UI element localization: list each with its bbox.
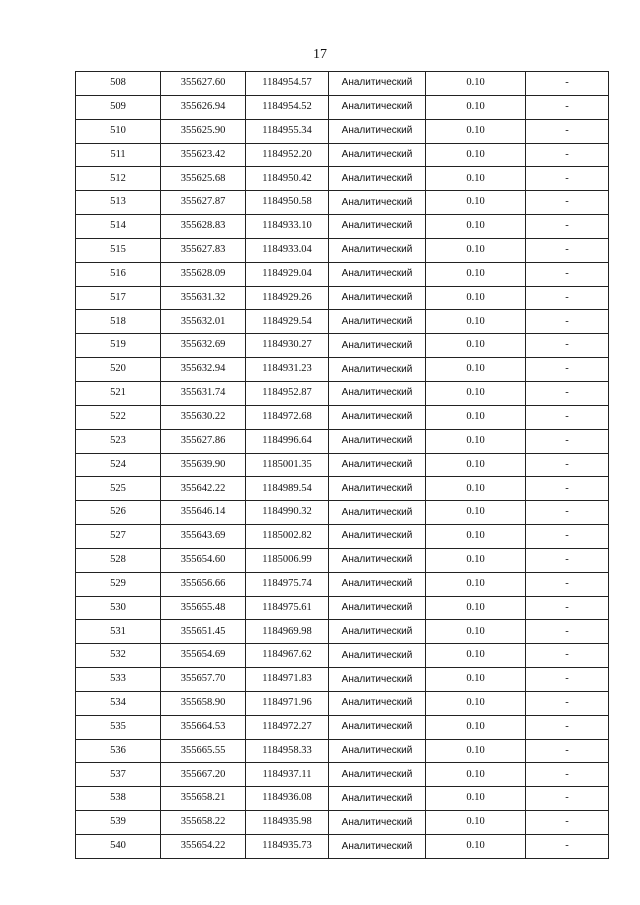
accuracy-cell: 0.10	[426, 310, 526, 334]
point-number-cell: 511	[76, 143, 161, 167]
y-coordinate-cell: 1185001.35	[246, 453, 329, 477]
method-cell: Аналитический	[329, 477, 426, 501]
x-coordinate-cell: 355665.55	[161, 739, 246, 763]
y-coordinate-cell: 1184929.26	[246, 286, 329, 310]
x-coordinate-cell: 355627.86	[161, 429, 246, 453]
x-coordinate-cell: 355623.42	[161, 143, 246, 167]
x-coordinate-cell: 355643.69	[161, 525, 246, 549]
point-number-cell: 527	[76, 525, 161, 549]
x-coordinate-cell: 355655.48	[161, 596, 246, 620]
note-cell: -	[526, 72, 609, 96]
table-row	[76, 262, 609, 286]
note-cell: -	[526, 835, 609, 859]
accuracy-cell: 0.10	[426, 620, 526, 644]
accuracy-cell: 0.10	[426, 668, 526, 692]
table-row	[76, 119, 609, 143]
note-cell: -	[526, 310, 609, 334]
table-row	[76, 691, 609, 715]
y-coordinate-cell: 1184933.04	[246, 238, 329, 262]
table-row	[76, 334, 609, 358]
table-row	[76, 572, 609, 596]
accuracy-cell: 0.10	[426, 572, 526, 596]
note-cell: -	[526, 620, 609, 644]
accuracy-cell: 0.10	[426, 95, 526, 119]
x-coordinate-cell: 355632.01	[161, 310, 246, 334]
y-coordinate-cell: 1185002.82	[246, 525, 329, 549]
x-coordinate-cell: 355627.87	[161, 191, 246, 215]
table-row	[76, 525, 609, 549]
x-coordinate-cell: 355664.53	[161, 715, 246, 739]
accuracy-cell: 0.10	[426, 525, 526, 549]
y-coordinate-cell: 1184952.87	[246, 381, 329, 405]
table-row	[76, 191, 609, 215]
point-number-cell: 531	[76, 620, 161, 644]
note-cell: -	[526, 525, 609, 549]
y-coordinate-cell: 1184950.58	[246, 191, 329, 215]
method-cell: Аналитический	[329, 95, 426, 119]
accuracy-cell: 0.10	[426, 334, 526, 358]
note-cell: -	[526, 119, 609, 143]
point-number-cell: 508	[76, 72, 161, 96]
method-cell: Аналитический	[329, 334, 426, 358]
note-cell: -	[526, 477, 609, 501]
table-row	[76, 215, 609, 239]
point-number-cell: 513	[76, 191, 161, 215]
y-coordinate-cell: 1185006.99	[246, 548, 329, 572]
note-cell: -	[526, 811, 609, 835]
accuracy-cell: 0.10	[426, 191, 526, 215]
point-number-cell: 517	[76, 286, 161, 310]
note-cell: -	[526, 501, 609, 525]
method-cell: Аналитический	[329, 119, 426, 143]
x-coordinate-cell: 355658.90	[161, 691, 246, 715]
table-row	[76, 715, 609, 739]
x-coordinate-cell: 355667.20	[161, 763, 246, 787]
note-cell: -	[526, 572, 609, 596]
coordinates-table-body	[76, 72, 609, 859]
note-cell: -	[526, 143, 609, 167]
note-cell: -	[526, 453, 609, 477]
point-number-cell: 524	[76, 453, 161, 477]
method-cell: Аналитический	[329, 739, 426, 763]
table-row	[76, 358, 609, 382]
table-row	[76, 548, 609, 572]
y-coordinate-cell: 1184990.32	[246, 501, 329, 525]
x-coordinate-cell: 355632.94	[161, 358, 246, 382]
point-number-cell: 521	[76, 381, 161, 405]
y-coordinate-cell: 1184972.68	[246, 405, 329, 429]
point-number-cell: 509	[76, 95, 161, 119]
point-number-cell: 515	[76, 238, 161, 262]
method-cell: Аналитический	[329, 286, 426, 310]
y-coordinate-cell: 1184936.08	[246, 787, 329, 811]
x-coordinate-cell: 355658.21	[161, 787, 246, 811]
accuracy-cell: 0.10	[426, 715, 526, 739]
point-number-cell: 512	[76, 167, 161, 191]
point-number-cell: 514	[76, 215, 161, 239]
point-number-cell: 510	[76, 119, 161, 143]
method-cell: Аналитический	[329, 191, 426, 215]
method-cell: Аналитический	[329, 143, 426, 167]
point-number-cell: 532	[76, 644, 161, 668]
y-coordinate-cell: 1184996.64	[246, 429, 329, 453]
y-coordinate-cell: 1184971.83	[246, 668, 329, 692]
accuracy-cell: 0.10	[426, 453, 526, 477]
y-coordinate-cell: 1184937.11	[246, 763, 329, 787]
table-row	[76, 167, 609, 191]
note-cell: -	[526, 429, 609, 453]
table-row	[76, 620, 609, 644]
accuracy-cell: 0.10	[426, 167, 526, 191]
table-row	[76, 310, 609, 334]
method-cell: Аналитический	[329, 763, 426, 787]
y-coordinate-cell: 1184954.57	[246, 72, 329, 96]
method-cell: Аналитический	[329, 691, 426, 715]
y-coordinate-cell: 1184931.23	[246, 358, 329, 382]
note-cell: -	[526, 644, 609, 668]
note-cell: -	[526, 548, 609, 572]
method-cell: Аналитический	[329, 596, 426, 620]
y-coordinate-cell: 1184958.33	[246, 739, 329, 763]
y-coordinate-cell: 1184975.61	[246, 596, 329, 620]
x-coordinate-cell: 355631.74	[161, 381, 246, 405]
point-number-cell: 539	[76, 811, 161, 835]
method-cell: Аналитический	[329, 310, 426, 334]
note-cell: -	[526, 763, 609, 787]
accuracy-cell: 0.10	[426, 477, 526, 501]
point-number-cell: 523	[76, 429, 161, 453]
y-coordinate-cell: 1184930.27	[246, 334, 329, 358]
x-coordinate-cell: 355632.69	[161, 334, 246, 358]
point-number-cell: 525	[76, 477, 161, 501]
accuracy-cell: 0.10	[426, 358, 526, 382]
note-cell: -	[526, 191, 609, 215]
table-row	[76, 143, 609, 167]
point-number-cell: 536	[76, 739, 161, 763]
accuracy-cell: 0.10	[426, 143, 526, 167]
method-cell: Аналитический	[329, 525, 426, 549]
accuracy-cell: 0.10	[426, 763, 526, 787]
note-cell: -	[526, 739, 609, 763]
note-cell: -	[526, 691, 609, 715]
y-coordinate-cell: 1184971.96	[246, 691, 329, 715]
note-cell: -	[526, 596, 609, 620]
point-number-cell: 519	[76, 334, 161, 358]
point-number-cell: 537	[76, 763, 161, 787]
y-coordinate-cell: 1184935.98	[246, 811, 329, 835]
point-number-cell: 534	[76, 691, 161, 715]
note-cell: -	[526, 381, 609, 405]
accuracy-cell: 0.10	[426, 238, 526, 262]
y-coordinate-cell: 1184969.98	[246, 620, 329, 644]
note-cell: -	[526, 787, 609, 811]
method-cell: Аналитический	[329, 238, 426, 262]
accuracy-cell: 0.10	[426, 262, 526, 286]
note-cell: -	[526, 167, 609, 191]
point-number-cell: 540	[76, 835, 161, 859]
method-cell: Аналитический	[329, 668, 426, 692]
method-cell: Аналитический	[329, 787, 426, 811]
point-number-cell: 538	[76, 787, 161, 811]
accuracy-cell: 0.10	[426, 644, 526, 668]
point-number-cell: 520	[76, 358, 161, 382]
method-cell: Аналитический	[329, 572, 426, 596]
y-coordinate-cell: 1184929.04	[246, 262, 329, 286]
table-row	[76, 787, 609, 811]
x-coordinate-cell: 355625.68	[161, 167, 246, 191]
method-cell: Аналитический	[329, 381, 426, 405]
x-coordinate-cell: 355631.32	[161, 286, 246, 310]
x-coordinate-cell: 355642.22	[161, 477, 246, 501]
y-coordinate-cell: 1184967.62	[246, 644, 329, 668]
x-coordinate-cell: 355639.90	[161, 453, 246, 477]
method-cell: Аналитический	[329, 215, 426, 239]
method-cell: Аналитический	[329, 835, 426, 859]
table-row	[76, 811, 609, 835]
page-number: 17	[313, 47, 327, 62]
method-cell: Аналитический	[329, 548, 426, 572]
accuracy-cell: 0.10	[426, 215, 526, 239]
y-coordinate-cell: 1184955.34	[246, 119, 329, 143]
table-row	[76, 429, 609, 453]
method-cell: Аналитический	[329, 429, 426, 453]
accuracy-cell: 0.10	[426, 501, 526, 525]
x-coordinate-cell: 355657.70	[161, 668, 246, 692]
coordinates-table	[75, 71, 609, 859]
table-row	[76, 644, 609, 668]
x-coordinate-cell: 355627.83	[161, 238, 246, 262]
accuracy-cell: 0.10	[426, 787, 526, 811]
accuracy-cell: 0.10	[426, 596, 526, 620]
point-number-cell: 518	[76, 310, 161, 334]
accuracy-cell: 0.10	[426, 405, 526, 429]
method-cell: Аналитический	[329, 405, 426, 429]
x-coordinate-cell: 355628.09	[161, 262, 246, 286]
method-cell: Аналитический	[329, 501, 426, 525]
y-coordinate-cell: 1184975.74	[246, 572, 329, 596]
accuracy-cell: 0.10	[426, 381, 526, 405]
y-coordinate-cell: 1184929.54	[246, 310, 329, 334]
method-cell: Аналитический	[329, 620, 426, 644]
table-row	[76, 668, 609, 692]
note-cell: -	[526, 95, 609, 119]
table-row	[76, 739, 609, 763]
y-coordinate-cell: 1184952.20	[246, 143, 329, 167]
x-coordinate-cell: 355651.45	[161, 620, 246, 644]
x-coordinate-cell: 355628.83	[161, 215, 246, 239]
y-coordinate-cell: 1184935.73	[246, 835, 329, 859]
table-row	[76, 835, 609, 859]
note-cell: -	[526, 334, 609, 358]
accuracy-cell: 0.10	[426, 739, 526, 763]
note-cell: -	[526, 262, 609, 286]
note-cell: -	[526, 405, 609, 429]
table-row	[76, 405, 609, 429]
method-cell: Аналитический	[329, 453, 426, 477]
point-number-cell: 533	[76, 668, 161, 692]
method-cell: Аналитический	[329, 72, 426, 96]
method-cell: Аналитический	[329, 358, 426, 382]
point-number-cell: 516	[76, 262, 161, 286]
table-row	[76, 596, 609, 620]
note-cell: -	[526, 238, 609, 262]
note-cell: -	[526, 286, 609, 310]
method-cell: Аналитический	[329, 167, 426, 191]
table-row	[76, 477, 609, 501]
y-coordinate-cell: 1184933.10	[246, 215, 329, 239]
x-coordinate-cell: 355646.14	[161, 501, 246, 525]
method-cell: Аналитический	[329, 262, 426, 286]
table-row	[76, 381, 609, 405]
note-cell: -	[526, 215, 609, 239]
accuracy-cell: 0.10	[426, 835, 526, 859]
y-coordinate-cell: 1184954.52	[246, 95, 329, 119]
method-cell: Аналитический	[329, 715, 426, 739]
accuracy-cell: 0.10	[426, 811, 526, 835]
point-number-cell: 528	[76, 548, 161, 572]
accuracy-cell: 0.10	[426, 429, 526, 453]
note-cell: -	[526, 668, 609, 692]
point-number-cell: 535	[76, 715, 161, 739]
table-row	[76, 95, 609, 119]
accuracy-cell: 0.10	[426, 286, 526, 310]
table-row	[76, 453, 609, 477]
x-coordinate-cell: 355654.69	[161, 644, 246, 668]
table-row	[76, 286, 609, 310]
y-coordinate-cell: 1184989.54	[246, 477, 329, 501]
y-coordinate-cell: 1184972.27	[246, 715, 329, 739]
y-coordinate-cell: 1184950.42	[246, 167, 329, 191]
accuracy-cell: 0.10	[426, 548, 526, 572]
point-number-cell: 522	[76, 405, 161, 429]
note-cell: -	[526, 358, 609, 382]
x-coordinate-cell: 355656.66	[161, 572, 246, 596]
x-coordinate-cell: 355626.94	[161, 95, 246, 119]
method-cell: Аналитический	[329, 811, 426, 835]
point-number-cell: 530	[76, 596, 161, 620]
note-cell: -	[526, 715, 609, 739]
method-cell: Аналитический	[329, 644, 426, 668]
table-row	[76, 763, 609, 787]
table-row	[76, 501, 609, 525]
table-row	[76, 238, 609, 262]
x-coordinate-cell: 355625.90	[161, 119, 246, 143]
x-coordinate-cell: 355630.22	[161, 405, 246, 429]
accuracy-cell: 0.10	[426, 691, 526, 715]
x-coordinate-cell: 355658.22	[161, 811, 246, 835]
point-number-cell: 529	[76, 572, 161, 596]
table-row	[76, 72, 609, 96]
x-coordinate-cell: 355654.22	[161, 835, 246, 859]
accuracy-cell: 0.10	[426, 72, 526, 96]
x-coordinate-cell: 355627.60	[161, 72, 246, 96]
point-number-cell: 526	[76, 501, 161, 525]
accuracy-cell: 0.10	[426, 119, 526, 143]
x-coordinate-cell: 355654.60	[161, 548, 246, 572]
